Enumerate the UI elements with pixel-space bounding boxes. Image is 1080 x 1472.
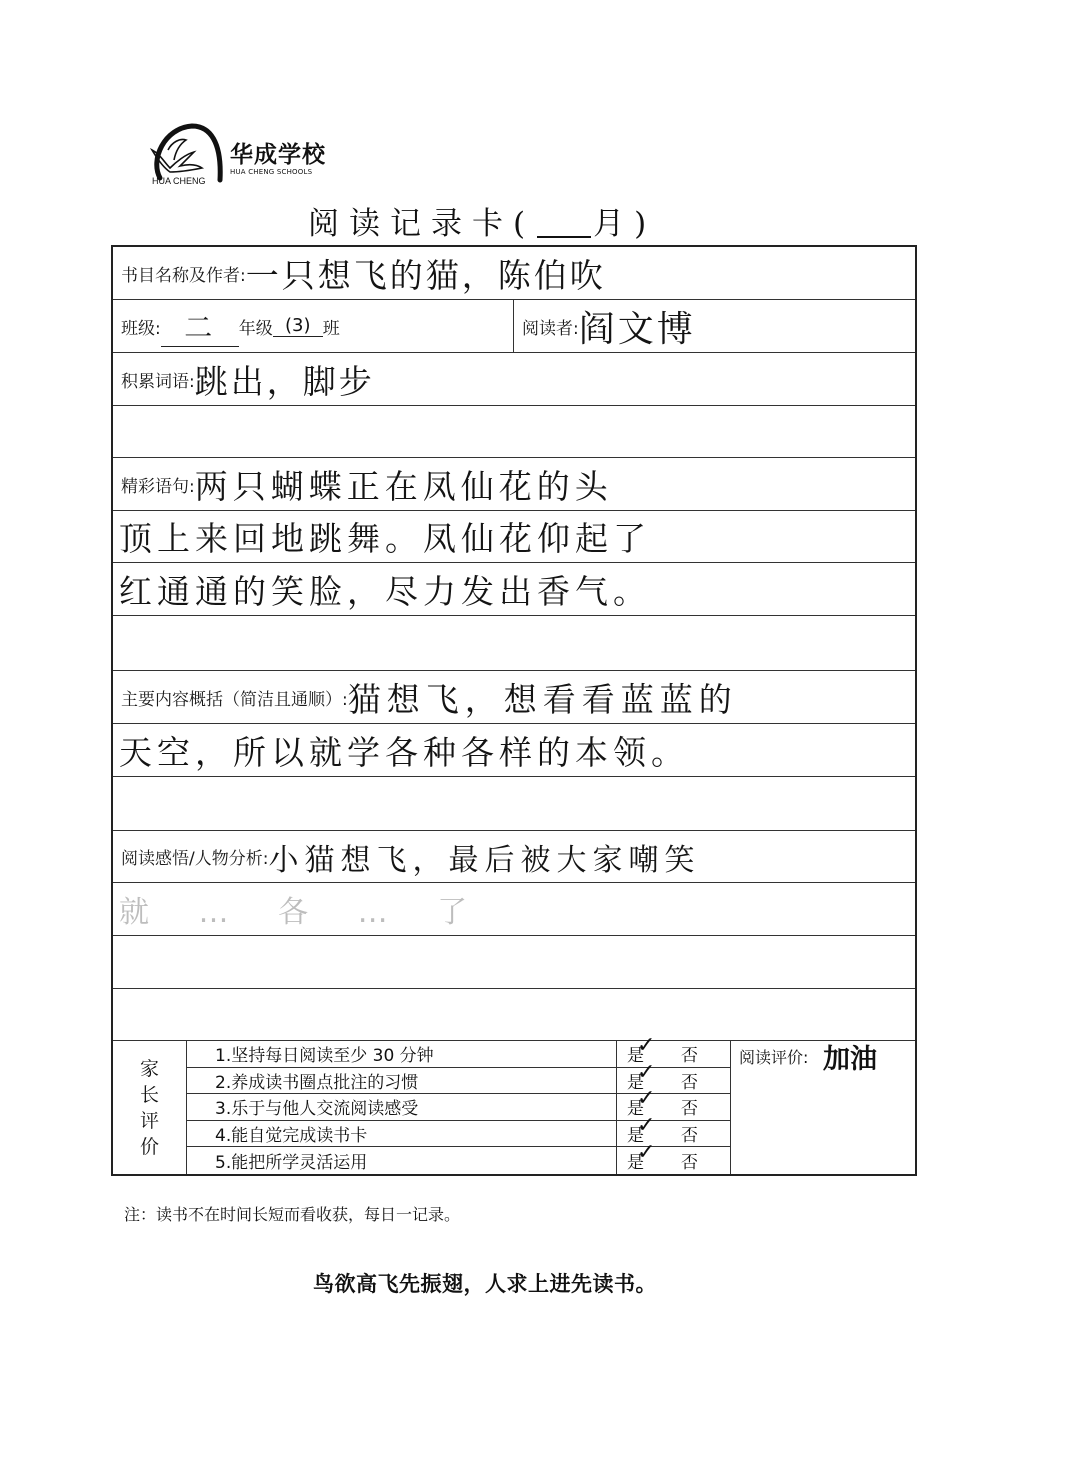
yes-no-row-5 (617, 1140, 730, 1174)
school-logo (146, 120, 336, 190)
month-field[interactable] (537, 210, 591, 238)
parent-criteria-list (187, 1041, 617, 1174)
check-mark-icon: ✓ (637, 1140, 656, 1166)
yes-no-row-1 (617, 1033, 730, 1068)
class-number-field[interactable]: (3) (273, 315, 323, 337)
summary-row-3 (113, 777, 915, 831)
parent-evaluation-section (113, 1033, 915, 1174)
class-reader-row (113, 300, 915, 353)
yes-option[interactable] (627, 1140, 669, 1174)
no-option[interactable]: 否 (681, 1099, 698, 1120)
summary-row-2 (113, 724, 915, 777)
sentences-line[interactable]: 红通通的笑脸，尽力发出香气。 (119, 571, 651, 611)
reflection-row-1 (113, 831, 915, 883)
reflection-label: 阅读感悟/人物分析: (121, 849, 269, 869)
yes-label: 是 (627, 1153, 644, 1174)
vocabulary-label: 积累词语: (121, 371, 195, 392)
sentences-line[interactable]: 顶上来回地跳舞。凤仙花仰起了 (119, 519, 651, 558)
no-option[interactable]: 否 (681, 1072, 698, 1093)
title-month-suffix: 月) (593, 206, 657, 242)
card-title-text: 阅读记录卡 (308, 206, 513, 242)
summary-line[interactable]: 猫想飞，想看看蓝蓝的 (347, 679, 738, 719)
evaluation-field[interactable]: 加油 (823, 1044, 877, 1075)
sentences-row-4 (113, 616, 915, 671)
criterion-2: 2.养成读书圈点批注的习惯 (187, 1068, 616, 1095)
reader-cell (514, 300, 696, 352)
summary-row-1 (113, 671, 915, 724)
yes-label: 是 (627, 1126, 644, 1147)
book-row (113, 247, 915, 300)
no-option[interactable]: 否 (681, 1153, 698, 1174)
class-suffix: 班 (322, 318, 340, 339)
sentences-row-2 (113, 511, 915, 563)
reflection-line[interactable]: 小猫想飞，最后被大家嘲笑 (268, 842, 701, 878)
check-mark-icon: ✓ (637, 1033, 656, 1059)
yes-no-row-4 (617, 1113, 730, 1148)
yes-no-row-2 (617, 1059, 730, 1095)
sentences-row-3 (113, 563, 915, 616)
grade-field[interactable]: 二 (161, 306, 239, 347)
side-char: 价 (139, 1135, 159, 1158)
yes-label: 是 (627, 1046, 644, 1067)
logo-arc-text: HUA CHENG (152, 176, 206, 186)
vocabulary-field[interactable]: 跳出，脚步 (194, 361, 375, 401)
yes-label: 是 (627, 1099, 644, 1120)
summary-line[interactable]: 天空，所以就学各种各样的本领。 (119, 732, 689, 772)
reflection-row-4 (113, 989, 915, 1041)
no-option[interactable]: 否 (681, 1126, 698, 1147)
no-option[interactable]: 否 (681, 1046, 698, 1067)
card-title (308, 198, 656, 243)
class-label: 班级: (121, 318, 161, 339)
reading-evaluation-cell (731, 1041, 915, 1174)
school-name-cn: 华成学校 (230, 142, 326, 168)
criterion-4: 4.能自觉完成读书卡 (187, 1121, 616, 1148)
reader-field[interactable]: 阎文博 (578, 308, 696, 350)
criterion-5: 5.能把所学灵活运用 (215, 1153, 368, 1174)
side-char: 长 (139, 1083, 159, 1106)
reflection-row-2 (113, 883, 915, 936)
vocabulary-blank-row[interactable] (113, 406, 915, 458)
check-mark-icon: ✓ (637, 1059, 656, 1085)
parent-evaluation-label (113, 1041, 187, 1174)
check-mark-icon: ✓ (637, 1113, 656, 1139)
summary-label: 主要内容概括（简洁且通顺）: (121, 689, 348, 710)
title-open-paren: ( (513, 206, 536, 242)
sentences-label: 精彩语句: (121, 476, 195, 497)
book-label: 书目名称及作者: (121, 265, 246, 286)
side-char: 家 (139, 1057, 159, 1080)
reading-record-table (111, 245, 917, 1176)
yes-label: 是 (627, 1072, 644, 1093)
reader-label: 阅读者: (522, 318, 579, 339)
yes-no-column (617, 1033, 731, 1174)
reflection-line[interactable]: 就 … 各 … 了 (119, 895, 488, 930)
yes-no-row-3 (617, 1086, 730, 1121)
motto: 鸟欲高飞先振翅，人求上进先读书。 (313, 1272, 657, 1296)
vocabulary-row (113, 353, 915, 406)
sentences-line[interactable]: 两只蝴蝶正在凤仙花的头 (194, 466, 613, 506)
sentences-row-1 (113, 458, 915, 511)
class-cell (113, 300, 340, 352)
reflection-row-3 (113, 936, 915, 989)
evaluation-label: 阅读评价: (739, 1048, 809, 1067)
grade-suffix: 年级 (238, 318, 273, 339)
school-name-en: HUA CHENG SCHOOLS (230, 168, 313, 176)
side-char: 评 (139, 1109, 159, 1132)
footnote: 注：读书不在时间长短而看收获，每日一记录。 (124, 1205, 461, 1224)
criterion-1: 1.坚持每日阅读至少 30 分钟 (187, 1041, 616, 1068)
check-mark-icon: ✓ (637, 1086, 656, 1112)
book-field[interactable]: 一只想飞的猫，陈伯吹 (245, 255, 606, 295)
criterion-3: 3.乐于与他人交流阅读感受 (187, 1094, 616, 1121)
